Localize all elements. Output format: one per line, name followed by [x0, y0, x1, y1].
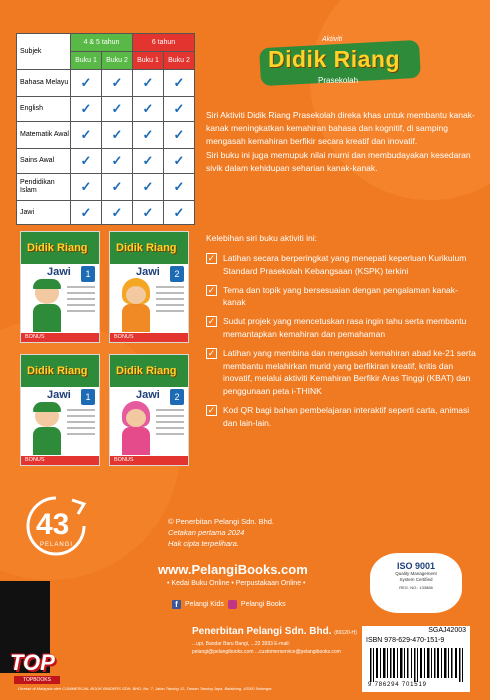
table-header-group2: 6 tahun [133, 34, 195, 52]
facebook-icon: f [172, 600, 181, 609]
bonus-label: BONUS [110, 456, 188, 465]
iso-reg: REG. NO.: 133868 [399, 585, 433, 590]
edition-line: Cetakan pertama 2024 [168, 528, 245, 537]
list-item-text: Latihan yang membina dan mengasah kemahiran abad ke-21 serta membantu melahirkan murid yang berfikiran kreatif, kritis dan inovatif, melalui aktiviti Kemahiran Berfikir Aras Tinggi (KBAT) dan penggunaan peta i-THINK [223, 347, 476, 397]
iso-line: Quality Management [395, 571, 437, 576]
barcode-digits: 9 786294 701519 [368, 682, 427, 688]
watermark-bar: TOPBOOKS [14, 676, 60, 684]
check-icon: ✓ [164, 201, 195, 225]
iso-badge [370, 553, 462, 613]
check-icon: ✓ [71, 122, 102, 149]
logo-small-text: Aktiviti [322, 36, 343, 43]
list-item-text: Latihan secara berperingkat yang menepati keperluan Kurikulum Standard Prasekolah Kebangsaan (KSPK) terkini [223, 253, 467, 276]
book-subject: Jawi [136, 389, 160, 401]
book-number-badge: 2 [170, 266, 184, 282]
logo-main-text: Didik Riang [268, 46, 401, 72]
check-icon: ✓ [71, 70, 102, 97]
book-cover-header [21, 232, 99, 264]
publisher-title: Penerbitan Pelangi Sdn. Bhd. [192, 626, 332, 637]
watermark-text: TOP [10, 650, 55, 675]
list-item [206, 315, 478, 341]
table-subheader: Buku 2 [164, 52, 195, 70]
isbn-text: ISBN 978-629-470-151-9 [366, 637, 445, 644]
logo-name: PELANGI [40, 542, 74, 548]
table-subheader: Buku 1 [133, 52, 164, 70]
facebook-label[interactable]: Pelangi Kids [185, 601, 224, 608]
check-icon: ✓ [102, 97, 133, 122]
check-icon: ✓ [164, 174, 195, 201]
bonus-label: BONUS [21, 456, 99, 465]
list-item-text: Tema dan topik yang bersesuaian dengan pengalaman kanak-kanak [223, 284, 458, 308]
intro-paragraph: Siri Aktiviti Didik Riang Prasekolah direka khas untuk membantu kanak-kanak meningkatkan kemahiran bahasa dan kognitif, di samping mengasah kemahiran berfikir secara kreatif dan inovatif. [206, 110, 475, 147]
features-list [206, 252, 478, 436]
table-subheader: Buku 2 [102, 52, 133, 70]
checkbox-icon: ✓ [207, 347, 216, 358]
intro-paragraph: Siri buku ini juga memupuk nilai murni dan membudayakan kesedaran sivik dalam kehidupan seharian kanak-kanak. [206, 149, 471, 173]
check-icon: ✓ [133, 122, 164, 149]
cover-text-lines [156, 286, 184, 316]
check-icon: ✓ [133, 201, 164, 225]
product-code: SGAJ42003 [428, 627, 466, 634]
bonus-label: BONUS [21, 333, 99, 342]
logo-number: 43 [36, 508, 70, 541]
cover-text-lines [67, 409, 95, 439]
check-icon: ✓ [164, 70, 195, 97]
publisher-address: ...upi, Bandar Baru Bangi, ...22 3993 E-mail: pelangi@pelangibooks.com ...customerservice@pelangibooks.com [192, 641, 341, 655]
list-item-text: Kod QR bagi bahan pembelajaran interaktif seperti carta, animasi dan lain-lain. [223, 404, 470, 428]
table-header-subject: Subjek [17, 34, 71, 70]
copyright-line: © Penerbitan Pelangi Sdn. Bhd. [168, 517, 275, 526]
check-icon: ✓ [133, 174, 164, 201]
features-heading: Kelebihan siri buku aktiviti ini: [206, 233, 318, 243]
book-cover[interactable] [20, 354, 100, 466]
check-icon: ✓ [71, 174, 102, 201]
check-icon: ✓ [102, 70, 133, 97]
iso-line: System Certified [399, 577, 433, 582]
social-links [172, 600, 286, 609]
child-illustration [118, 282, 154, 332]
check-icon: ✓ [71, 149, 102, 174]
table-row-label: Matematik Awal [17, 122, 71, 149]
book-title: Didik Riang [116, 365, 177, 377]
check-icon: ✓ [164, 97, 195, 122]
check-icon: ✓ [133, 149, 164, 174]
table-row-label: English [17, 97, 71, 122]
book-cover-header [110, 355, 188, 387]
checkbox-icon: ✓ [207, 284, 216, 295]
book-title: Didik Riang [27, 242, 88, 254]
check-icon: ✓ [164, 122, 195, 149]
book-number-badge: 2 [170, 389, 184, 405]
barcode-box [362, 626, 470, 692]
copyright-block [168, 516, 274, 549]
list-item [206, 284, 478, 310]
iso-title: ISO 9001 [396, 561, 436, 571]
rights-line: Hak cipta terpelihara. [168, 539, 239, 548]
website-link[interactable]: www.PelangiBooks.com [158, 562, 308, 577]
table-header-group1: 4 & 5 tahun [71, 34, 133, 52]
checkbox-icon: ✓ [207, 316, 216, 327]
book-subject: Jawi [47, 389, 71, 401]
book-cover-header [21, 355, 99, 387]
online-shops: • Kedai Buku Online • Perpustakaan Online • [167, 580, 306, 587]
logo-sub-text: Prasekolah [318, 76, 359, 85]
child-illustration [118, 405, 154, 455]
table-row-label: Jawi [17, 201, 71, 225]
list-item [206, 252, 478, 278]
publisher-name [192, 626, 357, 637]
cover-text-lines [156, 409, 184, 439]
list-item [206, 347, 478, 398]
topbooks-watermark [10, 650, 64, 684]
book-title: Didik Riang [27, 365, 88, 377]
instagram-label[interactable]: Pelangi Books [240, 601, 286, 608]
book-subject: Jawi [136, 266, 160, 278]
check-icon: ✓ [133, 70, 164, 97]
check-icon: ✓ [164, 149, 195, 174]
check-icon: ✓ [102, 149, 133, 174]
publisher-reg: (89120-H) [334, 630, 357, 636]
book-cover[interactable] [109, 231, 189, 343]
check-icon: ✓ [102, 201, 133, 225]
check-icon: ✓ [71, 97, 102, 122]
check-icon: ✓ [102, 122, 133, 149]
book-title: Didik Riang [116, 242, 177, 254]
checkbox-icon: ✓ [207, 253, 216, 263]
book-cover[interactable] [109, 354, 189, 466]
list-item [206, 404, 478, 430]
table-row-label: Pendidikan Islam [17, 174, 71, 201]
checkbox-icon: ✓ [207, 404, 216, 415]
printer-note: Dicetak di Malaysia oleh COMMERCIAL BOOK BINDERS SDN. BHD. No. 7, Jalan Taming 12, Taman Taming Jaya, Balakong, 43300 Selangor. [18, 686, 273, 691]
book-cover[interactable] [20, 231, 100, 343]
check-icon: ✓ [102, 174, 133, 201]
book-subject: Jawi [47, 266, 71, 278]
table-row-label: Bahasa Melayu [17, 70, 71, 97]
pelangi-43-logo [22, 494, 90, 556]
book-number-badge: 1 [81, 266, 95, 282]
table-row-label: Sains Awal [17, 149, 71, 174]
check-icon: ✓ [133, 97, 164, 122]
barcode-icon [370, 648, 464, 682]
book-number-badge: 1 [81, 389, 95, 405]
instagram-icon [228, 600, 237, 609]
subject-table [16, 33, 195, 225]
didik-riang-logo [256, 26, 424, 90]
child-illustration [29, 282, 65, 332]
list-item-text: Sudut projek yang mencetuskan rasa ingin tahu serta membantu memantapkan kemahiran dan pemahaman [223, 316, 467, 339]
child-illustration [29, 405, 65, 455]
bonus-label: BONUS [110, 333, 188, 342]
check-icon: ✓ [71, 201, 102, 225]
table-subheader: Buku 1 [71, 52, 102, 70]
cover-text-lines [67, 286, 95, 316]
intro-text [206, 109, 476, 175]
book-cover-header [110, 232, 188, 264]
